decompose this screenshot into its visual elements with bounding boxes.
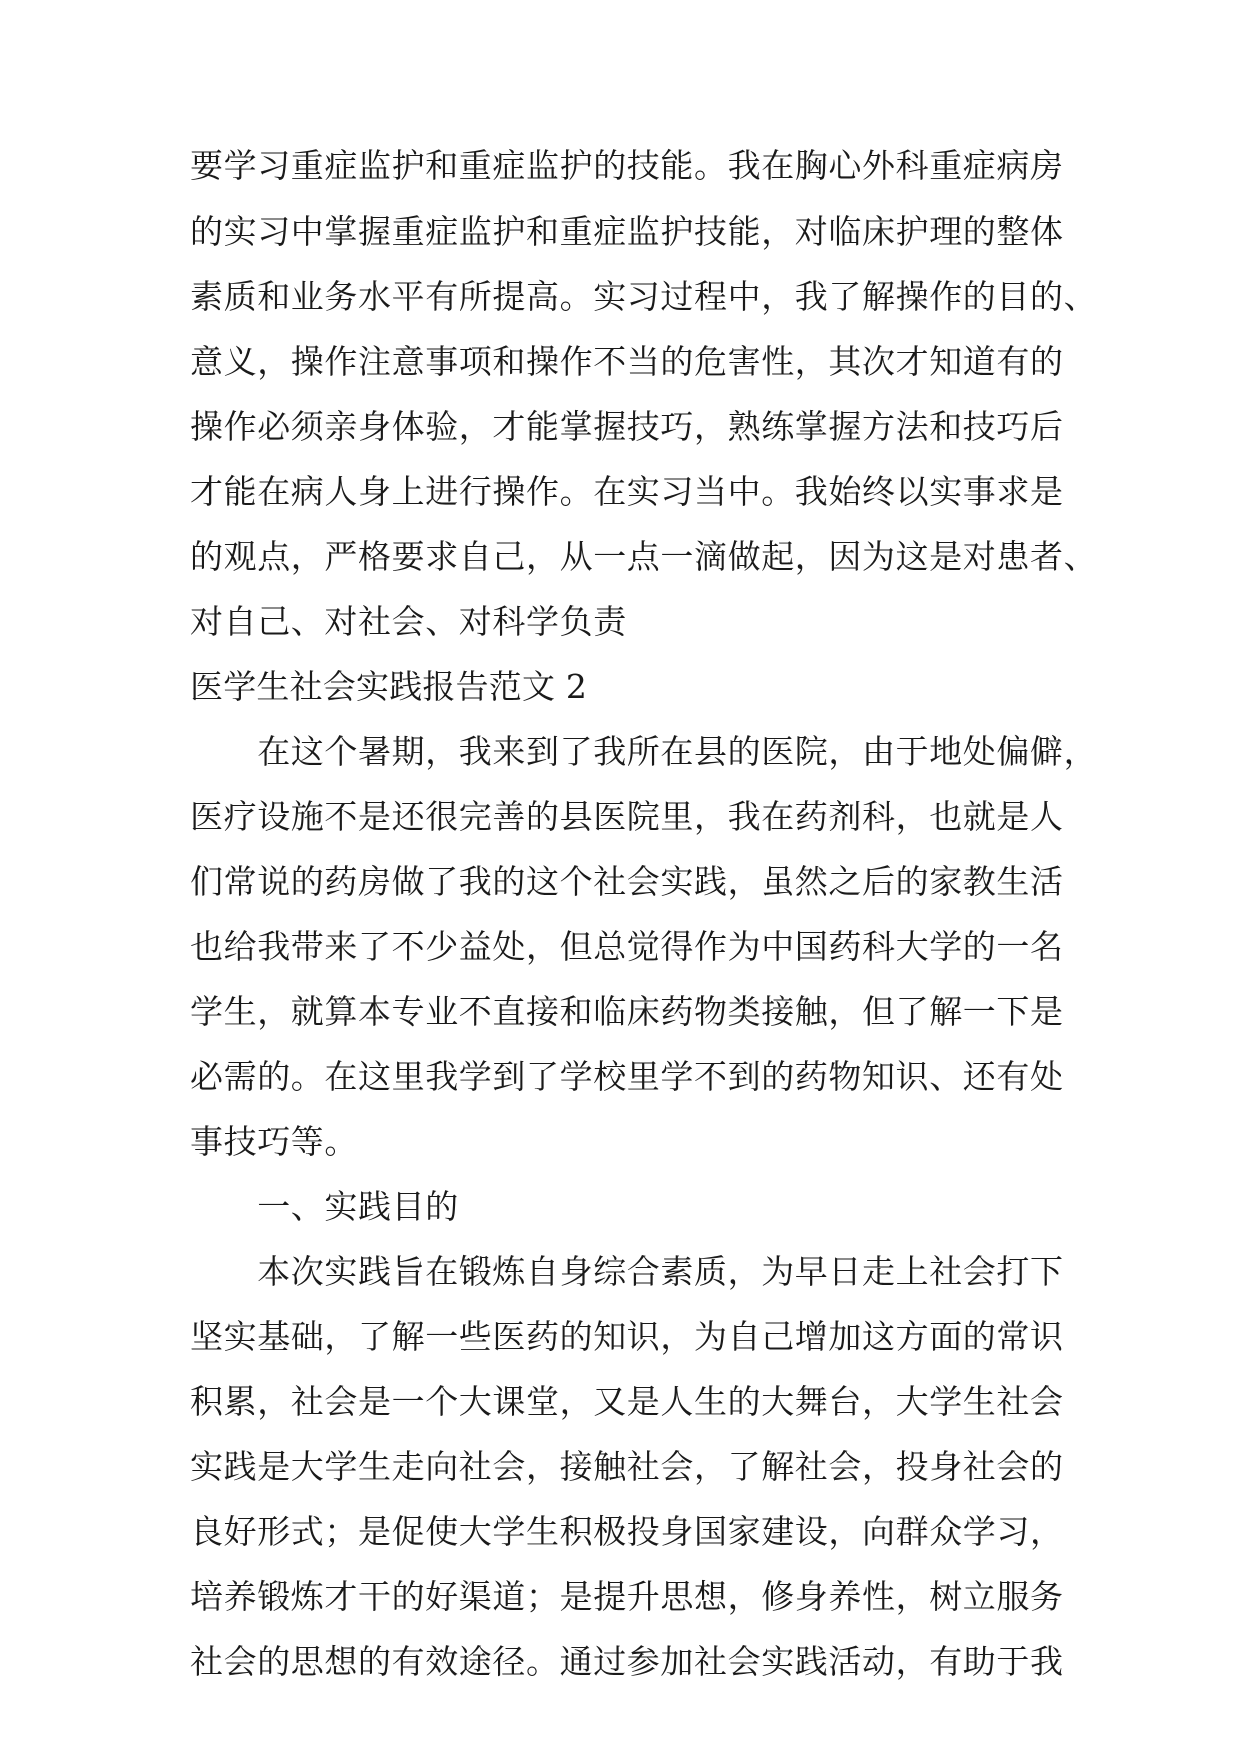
text-line: 实践是大学生走向社会，接触社会，了解社会，投身社会的 [190,1447,1064,1486]
text-line: 事技巧等。 [190,1122,358,1161]
text-line: 意义，操作注意事项和操作不当的危害性，其次才知道有的 [190,342,1064,381]
text-line: 的实习中掌握重症监护和重症监护技能，对临床护理的整体 [190,212,1064,251]
subsection-heading: 一、实践目的 [190,1187,459,1226]
text-line: 医疗设施不是还很完善的县医院里，我在药剂科，也就是人 [190,797,1064,836]
text-line: 也给我带来了不少益处，但总觉得作为中国药科大学的一名 [190,927,1064,966]
text-line: 在这个暑期，我来到了我所在县的医院，由于地处偏僻， [190,732,1098,771]
text-line: 的观点，严格要求自己，从一点一滴做起，因为这是对患者、 [190,537,1098,576]
text-line: 要学习重症监护和重症监护的技能。我在胸心外科重症病房 [190,146,1064,185]
text-line: 素质和业务水平有所提高。实习过程中，我了解操作的目的、 [190,277,1098,316]
text-line: 良好形式；是促使大学生积极投身国家建设，向群众学习， [190,1512,1064,1551]
text-line: 社会的思想的有效途径。通过参加社会实践活动，有助于我 [190,1642,1064,1681]
section-heading: 医学生社会实践报告范文 2 [190,667,588,706]
text-line: 积累，社会是一个大课堂，又是人生的大舞台，大学生社会 [190,1382,1064,1421]
text-line: 学生，就算本专业不直接和临床药物类接触，但了解一下是 [190,992,1064,1031]
text-line: 必需的。在这里我学到了学校里学不到的药物知识、还有处 [190,1057,1064,1096]
text-line: 们常说的药房做了我的这个社会实践，虽然之后的家教生活 [190,862,1064,901]
text-line: 才能在病人身上进行操作。在实习当中。我始终以实事求是 [190,472,1064,511]
text-line: 操作必须亲身体验，才能掌握技巧，熟练掌握方法和技巧后 [190,407,1064,446]
text-line: 坚实基础，了解一些医药的知识，为自己增加这方面的常识 [190,1317,1064,1356]
text-line: 对自己、对社会、对科学负责 [190,602,627,641]
text-line: 培养锻炼才干的好渠道；是提升思想，修身养性，树立服务 [190,1577,1064,1616]
text-line: 本次实践旨在锻炼自身综合素质，为早日走上社会打下 [190,1252,1064,1291]
